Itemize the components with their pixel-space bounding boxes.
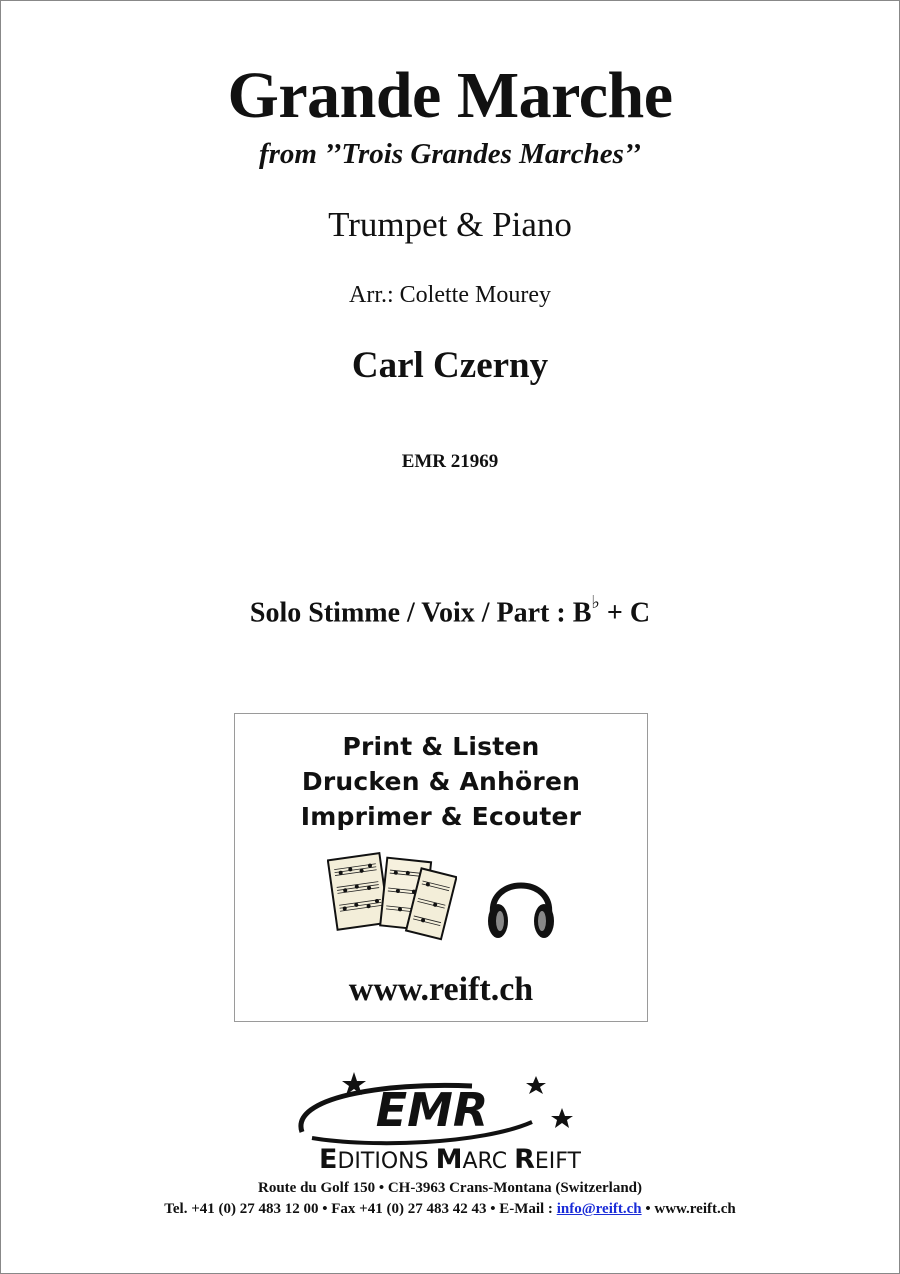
- print-listen-box[interactable]: [234, 713, 648, 1022]
- contact-prefix: Tel. +41 (0) 27 483 12 00 • Fax +41 (0) 27 483 42 43 • E-Mail :: [164, 1201, 557, 1217]
- subtitle: from ’’Trois Grandes Marches’’: [258, 138, 642, 170]
- promo-line-english: Print & Listen: [342, 732, 540, 761]
- arranger: Arr.: Colette Mourey: [349, 282, 551, 308]
- contact-suffix: • www.reift.ch: [641, 1201, 736, 1217]
- publisher-name: EDITIONS MARC REIFT: [319, 1144, 581, 1172]
- part-prefix: Solo Stimme / Voix / Part : B: [249, 597, 592, 629]
- part-suffix: + C: [599, 597, 651, 629]
- composer: Carl Czerny: [351, 345, 549, 386]
- publisher-contact: [0, 1201, 900, 1218]
- sheet-music-icon: [327, 850, 457, 945]
- promo-line-german: Drucken & Anhören: [301, 767, 581, 796]
- catalog-number: EMR 21969: [401, 451, 499, 472]
- headphones-icon: [485, 866, 557, 946]
- instrumentation: Trumpet & Piano: [328, 205, 572, 244]
- promo-url[interactable]: www.reift.ch: [348, 971, 534, 1008]
- part-description: [0, 592, 900, 629]
- promo-line-french: Imprimer & Ecouter: [300, 802, 582, 831]
- publisher-address: Route du Golf 150 • CH-3963 Crans-Montana (Switzerland): [258, 1180, 642, 1196]
- email-link[interactable]: info@reift.ch: [556, 1201, 642, 1217]
- emr-logo-text: EMR: [375, 1083, 489, 1137]
- page-title: Grande Marche: [227, 59, 673, 132]
- flat-symbol: ♭: [591, 592, 600, 612]
- publisher-logo: [232, 1072, 668, 1172]
